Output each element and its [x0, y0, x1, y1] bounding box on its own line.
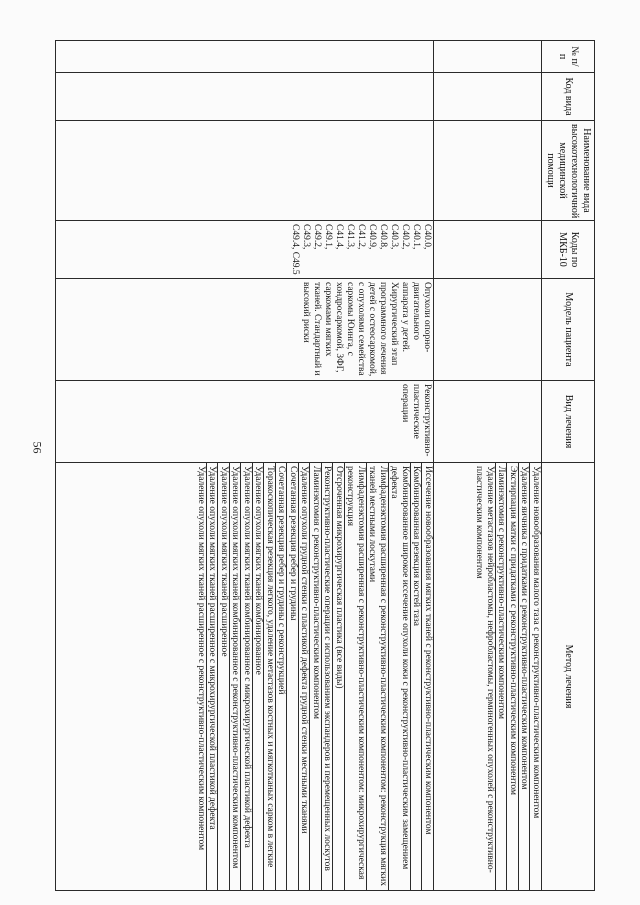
header-type-code: Код вида [542, 73, 595, 121]
header-icd-codes: Коды по МКБ-10 [542, 221, 595, 279]
cell-patient-model: Опухоли опорно-двигательного аппарата у детей. Хирургический этап программного лечения детей с остеосаркомой, с опухолями семейства саркомы Юинга, с хондросаркомой, ЗФГ, саркомами мягких тканей. Стандартный и высокий риски [56, 279, 434, 381]
cell-empty [434, 279, 542, 381]
method-item: Удаление опухоли мягких тканей комбинированное [252, 463, 264, 890]
hitech-care-table [55, 40, 595, 891]
header-row [542, 41, 595, 891]
table-row-continued [434, 41, 542, 891]
top-methods-cell [434, 463, 542, 891]
method-item: Удаление опухоли мягких тканей расширенное с микрохирургической пластикой дефекта [206, 463, 218, 890]
cell-empty [434, 41, 542, 73]
method-item: Иссечение новообразования мягких тканей с реконструктивно-пластическим компонентом [422, 463, 434, 890]
method-item: Ламинэктомия с реконструктивно-пластическим компонентом [495, 463, 507, 890]
method-item: Отсроченная микрохирургическая пластика (все виды) [333, 463, 345, 890]
header-num: № п/п [542, 41, 595, 73]
cell-treatment-type: Реконструктивно-пластические операции [56, 381, 434, 463]
method-item: Удаление новообразования малого таза с реконструктивно-пластическим компонентом [530, 463, 542, 890]
methods-cell [56, 463, 434, 891]
method-item: Удаление метастазов нейробластомы, нефробластомы, герминогенных опухолей с реконструктивно-пластическим компонентом [474, 466, 495, 873]
cell-type-code [56, 73, 434, 121]
cell-icd-codes: C40.0, C40.1, C40.2, C40.3, C40.8, C40.9, C41.2, C41.3, C41.4, C49.1, C49.2, C49.3, C49.4, C49.5 [56, 221, 434, 279]
method-item: Комбинированное широкое иссечение опухоли кожи с реконструктивно-пластическим замещением дефекта [388, 463, 410, 890]
method-item: Ламинэктомия с реконструктивно-пластическим компонентом [310, 463, 322, 890]
method-item: Лимфаденэктомия расширенная с реконструктивно-пластическим компонентом: реконструкция мягких тканей местными лоскутами [366, 463, 388, 890]
method-item: Удаление опухоли мягких тканей расширенное с реконструктивно-пластическим компонентом [196, 466, 206, 851]
cell-empty [434, 73, 542, 121]
method-item: Комбинированная резекция костей таза [410, 463, 422, 890]
table-body [56, 41, 542, 891]
method-item: Удаление опухоли грудной стенки с пластикой дефекта грудной стенки местными тканями [298, 463, 310, 890]
method-item: Экстирпация матки с придатками с реконструктивно-пластическим компонентом [507, 463, 519, 890]
method-item: Сочетанная резекция ребер и грудины с реконструкцией [275, 463, 287, 890]
table-header [542, 41, 595, 891]
method-item: Удаление опухоли мягких тканей комбинированное с микрохирургической пластикой дефекта [241, 463, 253, 890]
method-item: Удаление яичника с придатками с реконструктивно-пластическим компонентом [518, 463, 530, 890]
page-number: 56 [30, 441, 45, 454]
method-item: Торакоскопическая резекция легкого, удаление метастазов костных и мягкотканых сарком в легкие [264, 463, 276, 890]
table-row [56, 41, 434, 891]
header-treatment-method: Метод лечения [542, 463, 595, 891]
method-item: Удаление опухоли мягких тканей комбинированное с реконструктивно-пластическим компонентом [229, 463, 241, 890]
method-item: Лимфаденэктомия расширенная с реконструктивно-пластическим компонентом: микрохирургическая реконструкция [344, 463, 366, 890]
header-treatment-type: Вид лечения [542, 381, 595, 463]
cell-num [56, 41, 434, 73]
header-patient-model: Модель пациента [542, 279, 595, 381]
header-hitech-name: Наименование вида высокотехнологичной медицинской помощи [542, 121, 595, 221]
method-item: Реконструктивно-пластические операции с использованием экспандеров и перемещенных лоскутов [321, 463, 333, 890]
rotated-table-wrapper [55, 40, 595, 890]
method-item: Удаление опухоли мягких тканей расширенное [218, 463, 230, 890]
cell-empty [434, 381, 542, 463]
cell-empty [434, 121, 542, 221]
method-item: Сочетанная резекция ребер и грудины [287, 463, 299, 890]
cell-empty [434, 221, 542, 279]
cell-hitech-name [56, 121, 434, 221]
